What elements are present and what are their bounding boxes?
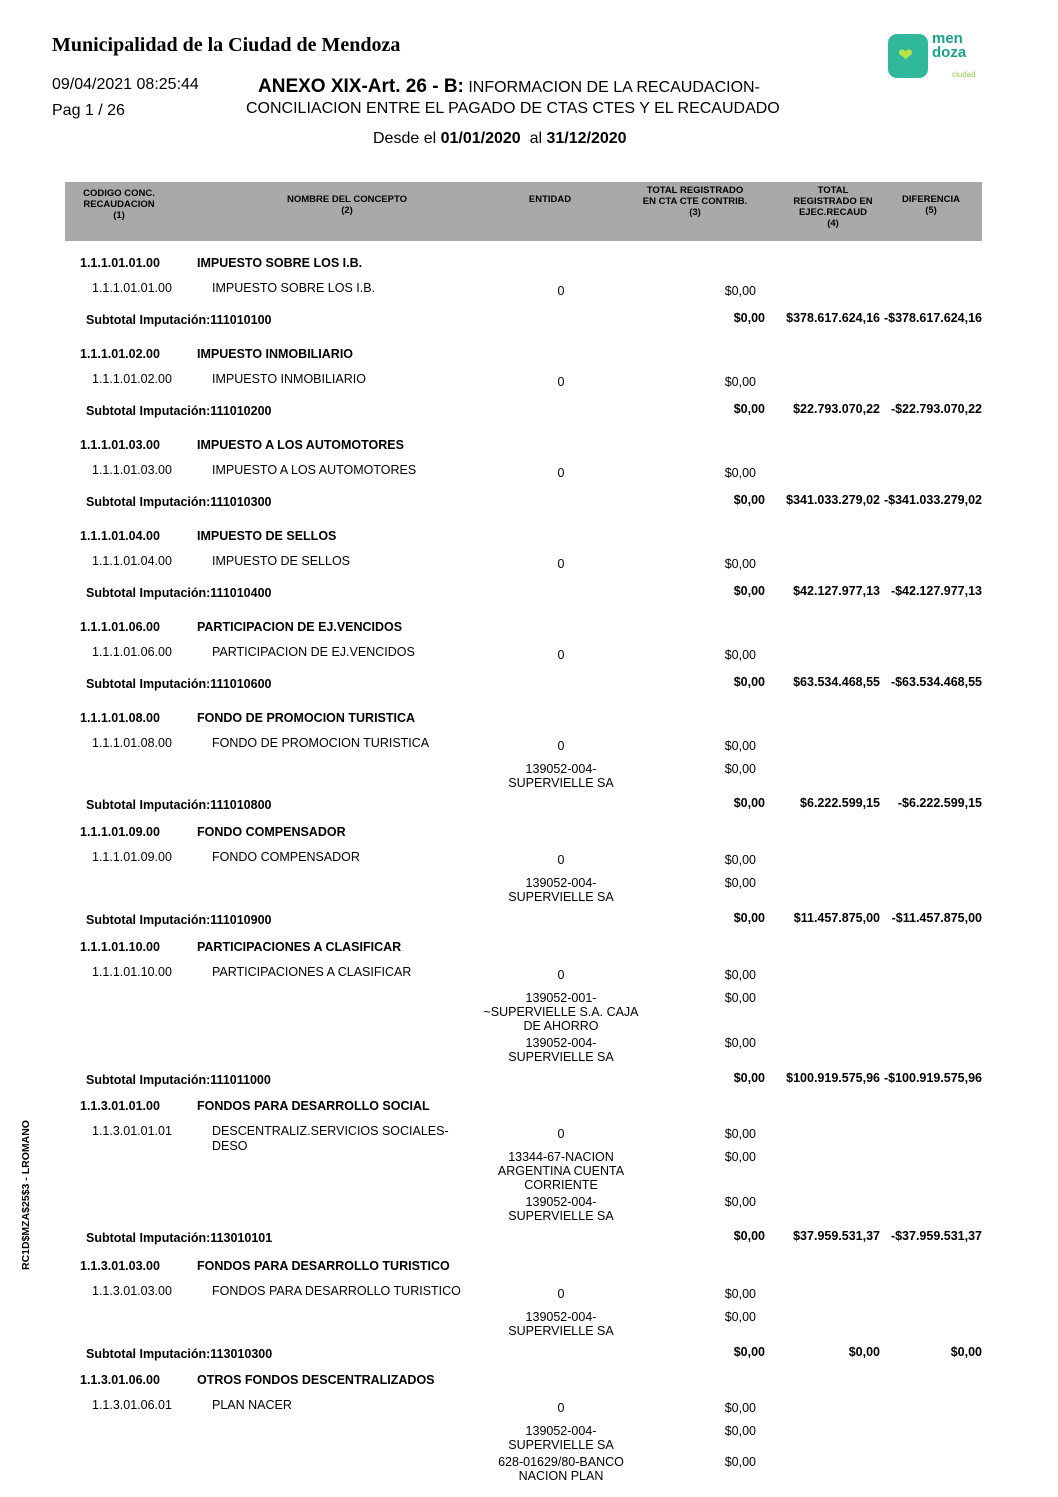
detail-code: 1.1.1.01.01.00 bbox=[92, 281, 172, 295]
col-header-line: (1) bbox=[113, 210, 125, 221]
report-title bbox=[258, 76, 760, 98]
subtotal-diferencia: -$37.959.531,37 bbox=[890, 1229, 982, 1243]
col-header-line: (3) bbox=[689, 207, 701, 218]
subtotal-diferencia: -$63.534.468,55 bbox=[890, 675, 982, 689]
amount-value: $0,00 bbox=[724, 1310, 756, 1324]
subtotal-cta-cte: $0,00 bbox=[733, 402, 765, 416]
col-header-line: (2) bbox=[341, 205, 353, 216]
subtotal-ejec-recaud: $37.959.531,37 bbox=[793, 1229, 880, 1243]
col-header-line: REGISTRADO EN bbox=[793, 196, 873, 207]
concept-code: 1.1.1.01.08.00 bbox=[80, 711, 160, 725]
subtotal-diferencia: -$22.793.070,22 bbox=[890, 402, 982, 416]
detail-name: PARTICIPACIONES A CLASIFICAR bbox=[212, 965, 412, 979]
detail-code: 1.1.1.01.02.00 bbox=[92, 372, 172, 386]
concept-name: FONDOS PARA DESARROLLO TURISTICO bbox=[197, 1259, 450, 1273]
detail-code: 1.1.1.01.09.00 bbox=[92, 850, 172, 864]
concept-code: 1.1.1.01.10.00 bbox=[80, 940, 160, 954]
subtotal-diferencia: -$6.222.599,15 bbox=[897, 796, 982, 810]
col-header-line: EN CTA CTE CONTRIB. bbox=[642, 196, 748, 207]
detail-name: FONDO COMPENSADOR bbox=[212, 850, 360, 864]
report-datetime: 09/04/2021 08:25:44 bbox=[52, 76, 199, 93]
amount-value: $0,00 bbox=[724, 991, 756, 1005]
subtotal-diferencia: -$11.457.875,00 bbox=[891, 911, 982, 925]
entidad-value: 139052-004- SUPERVIELLE SA bbox=[508, 1036, 614, 1064]
concept-code: 1.1.1.01.01.00 bbox=[80, 256, 160, 270]
detail-code: 1.1.1.01.08.00 bbox=[92, 736, 172, 750]
subtotal-ejec-recaud: $378.617.624,16 bbox=[786, 311, 880, 325]
entidad-value: 0 bbox=[557, 739, 565, 753]
logo-text bbox=[932, 32, 966, 60]
entidad-value: 0 bbox=[557, 1401, 565, 1415]
subtotal-label: Subtotal Imputación:111010200 bbox=[86, 404, 272, 418]
amount-value: $0,00 bbox=[724, 1424, 756, 1438]
detail-name: PARTICIPACION DE EJ.VENCIDOS bbox=[212, 645, 415, 659]
date-to: 31/12/2020 bbox=[546, 130, 627, 147]
subtotal-diferencia: -$42.127.977,13 bbox=[890, 584, 982, 598]
detail-code: 1.1.1.01.10.00 bbox=[92, 965, 172, 979]
col-header-line: (4) bbox=[827, 218, 839, 229]
entidad-value: 628-01629/80-BANCO NACION PLAN bbox=[498, 1455, 624, 1483]
concept-code: 1.1.1.01.03.00 bbox=[80, 438, 160, 452]
subtotal-label: Subtotal Imputación:113010300 bbox=[86, 1347, 273, 1361]
amount-value: $0,00 bbox=[724, 739, 756, 753]
detail-code: 1.1.3.01.03.00 bbox=[92, 1284, 172, 1298]
desde-label: Desde el bbox=[373, 130, 437, 147]
entidad-value: 139052-004- SUPERVIELLE SA bbox=[508, 762, 614, 790]
subtotal-cta-cte: $0,00 bbox=[733, 1071, 765, 1085]
subtotal-ejec-recaud: $341.033.279,02 bbox=[786, 493, 880, 507]
subtotal-ejec-recaud: $22.793.070,22 bbox=[793, 402, 880, 416]
report-subtitle: CONCILIACION ENTRE EL PAGADO DE CTAS CTES Y EL RECAUDADO bbox=[246, 100, 780, 117]
amount-value: $0,00 bbox=[724, 648, 756, 662]
col-header-line: (5) bbox=[925, 205, 937, 216]
subtotal-label: Subtotal Imputación:111010800 bbox=[86, 798, 272, 812]
subtotal-label: Subtotal Imputación:111010900 bbox=[86, 913, 272, 927]
amount-value: $0,00 bbox=[724, 1287, 756, 1301]
detail-name: IMPUESTO A LOS AUTOMOTORES bbox=[212, 463, 417, 477]
detail-code: 1.1.3.01.06.01 bbox=[92, 1398, 172, 1412]
amount-value: $0,00 bbox=[724, 466, 756, 480]
col-header-line: ENTIDAD bbox=[528, 194, 572, 205]
concept-name: FONDO DE PROMOCION TURISTICA bbox=[197, 711, 416, 725]
concept-code: 1.1.3.01.06.00 bbox=[80, 1373, 160, 1387]
report-title-rest: INFORMACION DE LA RECAUDACION- bbox=[468, 79, 760, 96]
entidad-value: 13344-67-NACION ARGENTINA CUENTA CORRIENTE bbox=[497, 1150, 625, 1192]
detail-code: 1.1.3.01.01.01 bbox=[92, 1124, 172, 1138]
subtotal-diferencia: -$100.919.575,96 bbox=[883, 1071, 982, 1085]
subtotal-cta-cte: $0,00 bbox=[733, 1345, 765, 1359]
subtotal-ejec-recaud: $63.534.468,55 bbox=[793, 675, 880, 689]
subtotal-cta-cte: $0,00 bbox=[733, 493, 765, 507]
subtotal-cta-cte: $0,00 bbox=[733, 1229, 765, 1243]
amount-value: $0,00 bbox=[724, 1455, 756, 1469]
concept-name: PARTICIPACIONES A CLASIFICAR bbox=[197, 940, 402, 954]
col-header-diferencia bbox=[891, 194, 971, 216]
mendoza-logo bbox=[888, 32, 992, 80]
col-header-line: CODIGO CONC. bbox=[83, 188, 155, 199]
col-header-nombre bbox=[247, 194, 447, 216]
concept-code: 1.1.1.01.06.00 bbox=[80, 620, 160, 634]
amount-value: $0,00 bbox=[724, 1036, 756, 1050]
subtotal-cta-cte: $0,00 bbox=[733, 796, 765, 810]
subtotal-label: Subtotal Imputación:111010100 bbox=[86, 313, 272, 327]
amount-value: $0,00 bbox=[724, 968, 756, 982]
col-header-line: NOMBRE DEL CONCEPTO bbox=[287, 194, 407, 205]
concept-code: 1.1.1.01.02.00 bbox=[80, 347, 160, 361]
amount-value: $0,00 bbox=[724, 853, 756, 867]
entidad-value: 0 bbox=[557, 284, 565, 298]
entidad-value: 0 bbox=[557, 466, 565, 480]
concept-code: 1.1.3.01.03.00 bbox=[80, 1259, 160, 1273]
subtotal-ejec-recaud: $11.457.875,00 bbox=[793, 911, 880, 925]
concept-name: FONDO COMPENSADOR bbox=[197, 825, 346, 839]
page-number: Pag 1 / 26 bbox=[52, 102, 125, 119]
entidad-value: 0 bbox=[557, 853, 565, 867]
subtotal-diferencia: $0,00 bbox=[950, 1345, 982, 1359]
col-header-line: DIFERENCIA bbox=[901, 194, 961, 205]
detail-name: FONDO DE PROMOCION TURISTICA bbox=[212, 736, 430, 750]
entidad-value: 0 bbox=[557, 1287, 565, 1301]
detail-code: 1.1.1.01.04.00 bbox=[92, 554, 172, 568]
amount-value: $0,00 bbox=[724, 1195, 756, 1209]
table-header bbox=[65, 182, 982, 241]
logo-line3: ciudad bbox=[952, 70, 976, 79]
subtotal-cta-cte: $0,00 bbox=[733, 675, 765, 689]
detail-name: IMPUESTO DE SELLOS bbox=[212, 554, 351, 568]
amount-value: $0,00 bbox=[724, 762, 756, 776]
heart-icon: ❤ bbox=[898, 45, 914, 65]
col-header-line: EJEC.RECAUD bbox=[798, 207, 868, 218]
entidad-value: 139052-004- SUPERVIELLE SA bbox=[508, 1310, 614, 1338]
col-header-codigo bbox=[65, 188, 173, 221]
side-label: RC1D$MZA$25$3 - LROMANO bbox=[20, 1120, 32, 1270]
amount-value: $0,00 bbox=[724, 1401, 756, 1415]
detail-name: IMPUESTO SOBRE LOS I.B. bbox=[212, 281, 376, 295]
concept-name: IMPUESTO DE SELLOS bbox=[197, 529, 337, 543]
concept-name: IMPUESTO INMOBILIARIO bbox=[197, 347, 354, 361]
col-header-entidad bbox=[475, 194, 625, 205]
detail-code: 1.1.1.01.06.00 bbox=[92, 645, 172, 659]
logo-line2: doza bbox=[932, 44, 967, 61]
detail-code: 1.1.1.01.03.00 bbox=[92, 463, 172, 477]
subtotal-ejec-recaud: $0,00 bbox=[848, 1345, 880, 1359]
concept-name: FONDOS PARA DESARROLLO SOCIAL bbox=[197, 1099, 430, 1113]
entidad-value: 139052-001- ~SUPERVIELLE S.A. CAJA DE AHORRO bbox=[483, 991, 639, 1033]
subtotal-cta-cte: $0,00 bbox=[733, 311, 765, 325]
subtotal-label: Subtotal Imputación:111010300 bbox=[86, 495, 272, 509]
concept-name: IMPUESTO A LOS AUTOMOTORES bbox=[197, 438, 404, 452]
subtotal-label: Subtotal Imputación:111010400 bbox=[86, 586, 272, 600]
entidad-value: 139052-004- SUPERVIELLE SA bbox=[508, 1424, 614, 1452]
amount-value: $0,00 bbox=[724, 876, 756, 890]
subtotal-label: Subtotal Imputación:111011000 bbox=[86, 1073, 271, 1087]
subtotal-ejec-recaud: $42.127.977,13 bbox=[793, 584, 880, 598]
amount-value: $0,00 bbox=[724, 284, 756, 298]
subtotal-label: Subtotal Imputación:113010101 bbox=[86, 1231, 273, 1245]
subtotal-cta-cte: $0,00 bbox=[733, 584, 765, 598]
detail-name: DESCENTRALIZ.SERVICIOS SOCIALES- DESO bbox=[212, 1124, 449, 1153]
col-header-total-ejec bbox=[770, 185, 896, 229]
concept-code: 1.1.1.01.04.00 bbox=[80, 529, 160, 543]
subtotal-label: Subtotal Imputación:111010600 bbox=[86, 677, 272, 691]
subtotal-ejec-recaud: $6.222.599,15 bbox=[800, 796, 880, 810]
entidad-value: 139052-004- SUPERVIELLE SA bbox=[508, 876, 614, 904]
entidad-value: 0 bbox=[557, 557, 565, 571]
col-header-line: TOTAL REGISTRADO bbox=[646, 185, 744, 196]
entidad-value: 0 bbox=[557, 968, 565, 982]
entidad-value: 0 bbox=[557, 375, 565, 389]
subtotal-diferencia: -$341.033.279,02 bbox=[883, 493, 982, 507]
subtotal-ejec-recaud: $100.919.575,96 bbox=[786, 1071, 880, 1085]
amount-value: $0,00 bbox=[724, 375, 756, 389]
amount-value: $0,00 bbox=[724, 1150, 756, 1164]
amount-value: $0,00 bbox=[724, 1127, 756, 1141]
date-range bbox=[373, 130, 627, 148]
col-header-total-cta bbox=[625, 185, 765, 218]
entidad-value: 139052-004- SUPERVIELLE SA bbox=[508, 1195, 614, 1223]
subtotal-cta-cte: $0,00 bbox=[733, 911, 765, 925]
entidad-value: 0 bbox=[557, 1127, 565, 1141]
col-header-line: TOTAL bbox=[817, 185, 849, 196]
concept-code: 1.1.3.01.01.00 bbox=[80, 1099, 160, 1113]
detail-name: IMPUESTO INMOBILIARIO bbox=[212, 372, 366, 386]
col-header-line: RECAUDACION bbox=[83, 199, 155, 210]
report-title-bold: ANEXO XIX-Art. 26 - B: bbox=[258, 76, 464, 97]
entidad-value: 0 bbox=[557, 648, 565, 662]
concept-name: IMPUESTO SOBRE LOS I.B. bbox=[197, 256, 363, 270]
concept-code: 1.1.1.01.09.00 bbox=[80, 825, 160, 839]
concept-name: OTROS FONDOS DESCENTRALIZADOS bbox=[197, 1373, 435, 1387]
subtotal-diferencia: -$378.617.624,16 bbox=[883, 311, 982, 325]
detail-name: FONDOS PARA DESARROLLO TURISTICO bbox=[212, 1284, 461, 1298]
logo-line1: men bbox=[932, 30, 963, 47]
municipality-title: Municipalidad de la Ciudad de Mendoza bbox=[52, 34, 401, 56]
al-label: al bbox=[529, 130, 543, 147]
amount-value: $0,00 bbox=[724, 557, 756, 571]
date-from: 01/01/2020 bbox=[440, 130, 521, 147]
detail-name: PLAN NACER bbox=[212, 1398, 292, 1412]
concept-name: PARTICIPACION DE EJ.VENCIDOS bbox=[197, 620, 403, 634]
